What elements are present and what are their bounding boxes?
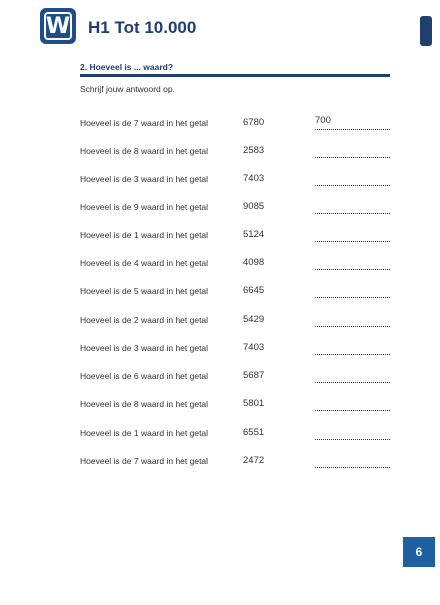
number-value: 6645 [243, 285, 265, 296]
exercise-row [80, 143, 390, 161]
answer-field[interactable] [315, 368, 390, 383]
answer-field[interactable] [315, 199, 390, 214]
question-text: Hoeveel is de 1 waard in het getal [80, 428, 209, 438]
exercise-row [80, 199, 390, 217]
question-text: Hoeveel is de 3 waard in het getal [80, 174, 209, 184]
answer-field[interactable] [315, 425, 390, 440]
exercise-row [80, 255, 390, 273]
question-text: Hoeveel is de 9 waard in het getal [80, 202, 209, 212]
number-value: 7403 [243, 342, 265, 353]
question-text: Hoeveel is de 1 waard in het getal [80, 230, 209, 240]
question-text: Hoeveel is de 4 waard in het getal [80, 258, 209, 268]
answer-field[interactable] [315, 312, 390, 327]
logo-w-icon [40, 8, 76, 44]
number-value: 5687 [243, 370, 265, 381]
exercise-row [80, 115, 390, 133]
question-text: Hoeveel is de 8 waard in het getal [80, 399, 209, 409]
number-value: 5429 [243, 314, 265, 325]
exercise-row [80, 396, 390, 414]
number-value: 6780 [243, 117, 265, 128]
exercise-instruction: Schrijf jouw antwoord op. [80, 84, 175, 94]
question-text: Hoeveel is de 5 waard in het getal [80, 286, 209, 296]
answer-field[interactable] [315, 283, 390, 298]
answer-field[interactable] [315, 255, 390, 270]
answer-field[interactable] [315, 453, 390, 468]
answer-field[interactable] [315, 171, 390, 186]
page-title: H1 Tot 10.000 [88, 18, 197, 37]
question-text: Hoeveel is de 7 waard in het getal [80, 456, 209, 466]
heading-divider [80, 74, 390, 77]
number-value: 5801 [243, 398, 265, 409]
number-value: 2583 [243, 145, 265, 156]
corner-tab-decoration [420, 16, 432, 46]
question-text: Hoeveel is de 2 waard in het getal [80, 315, 209, 325]
exercise-row [80, 340, 390, 358]
exercise-row [80, 227, 390, 245]
answer-field[interactable] [315, 227, 390, 242]
question-text: Hoeveel is de 3 waard in het getal [80, 343, 209, 353]
answer-field[interactable] [315, 396, 390, 411]
answer-field[interactable]: 700 [315, 115, 390, 130]
number-value: 2472 [243, 455, 265, 466]
exercise-row [80, 171, 390, 189]
question-text: Hoeveel is de 6 waard in het getal [80, 371, 209, 381]
number-value: 6551 [243, 427, 265, 438]
number-value: 5124 [243, 229, 265, 240]
exercise-row [80, 368, 390, 386]
question-text: Hoeveel is de 8 waard in het getal [80, 146, 209, 156]
exercise-row [80, 312, 390, 330]
page-number-badge: 6 [403, 537, 435, 567]
number-value: 9085 [243, 201, 265, 212]
exercise-row [80, 453, 390, 471]
exercise-row [80, 283, 390, 301]
logo-letter: W [45, 13, 71, 39]
number-value: 4098 [243, 257, 265, 268]
exercise-row [80, 425, 390, 443]
answer-field[interactable] [315, 143, 390, 158]
number-value: 7403 [243, 173, 265, 184]
exercise-heading: 2. Hoeveel is ... waard? [80, 62, 174, 72]
answer-field[interactable] [315, 340, 390, 355]
question-text: Hoeveel is de 7 waard in het getal [80, 118, 209, 128]
